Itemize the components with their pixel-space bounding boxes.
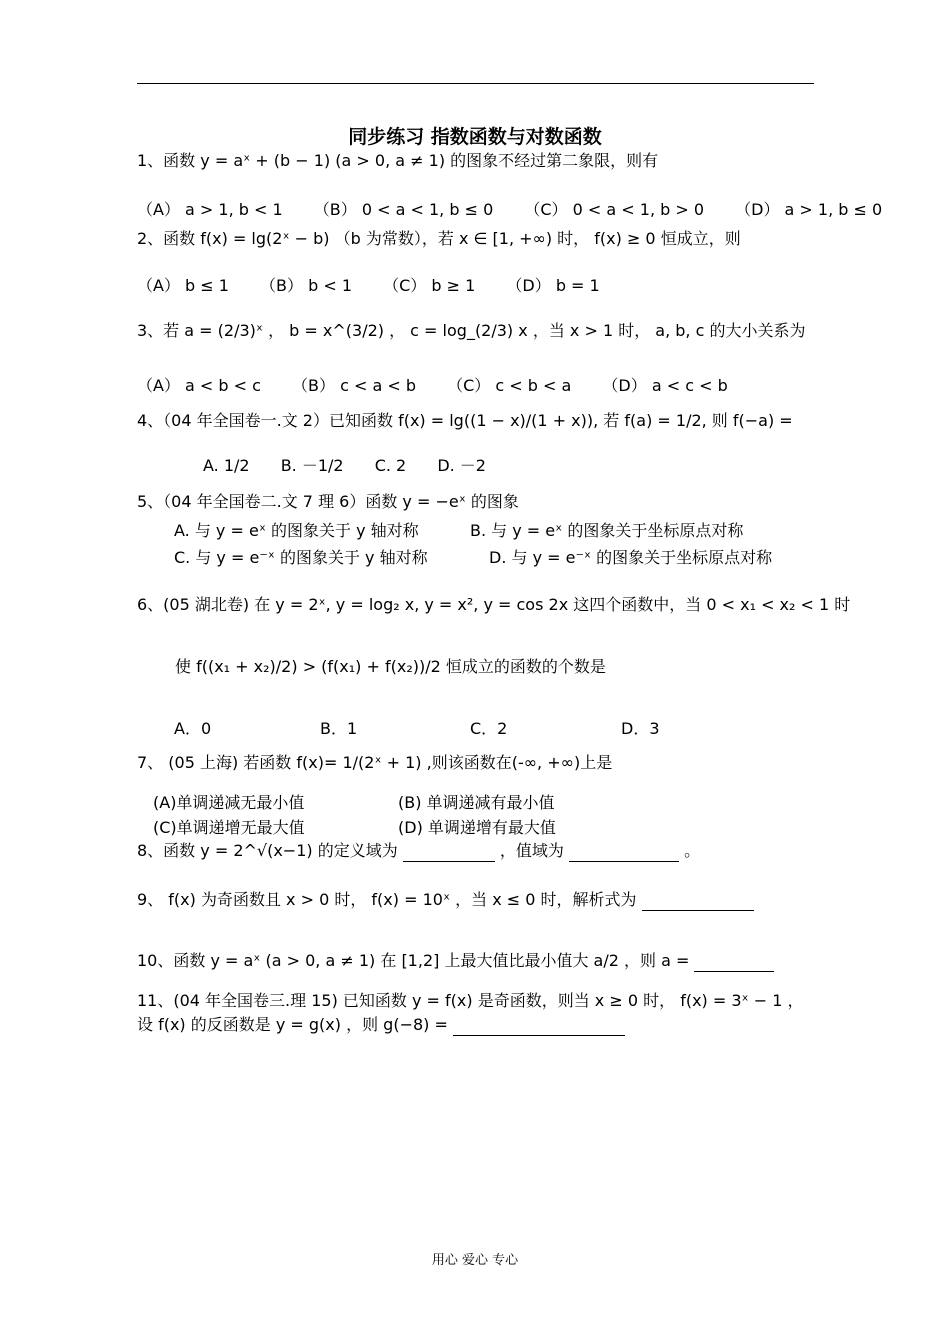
header-rule: [137, 83, 814, 84]
q3-option-b: （B） c < a < b: [292, 376, 417, 395]
q8-line: [137, 840, 700, 862]
q11-stem-2: 设 f(x) 的反函数是 y = g(x) ，则 g(−8) =: [137, 1015, 448, 1034]
q6-option-a: A．0: [174, 719, 212, 738]
q6-option-d: D．3: [621, 719, 660, 738]
q5-option-b: B. 与 y = eˣ 的图象关于坐标原点对称: [470, 521, 744, 540]
q8-stem-a: 8、函数 y = 2^√(x−1) 的定义域为: [137, 841, 398, 860]
q1-options: [137, 199, 908, 221]
q3-option-a: （A） a < b < c: [137, 376, 261, 395]
page-footer: 用心 爱心 专心: [431, 1253, 519, 1268]
q1-option-b: （B） 0 < a < 1, b ≤ 0: [313, 200, 494, 219]
q1-option-c: （C） 0 < a < 1, b > 0: [524, 200, 705, 219]
q5-option-d: D. 与 y = e⁻ˣ 的图象关于坐标原点对称: [489, 548, 773, 567]
q6-option-c: C．2: [470, 719, 508, 738]
q7-option-c: (C)单调递增无最大值: [153, 818, 305, 837]
q8-domain-blank[interactable]: [403, 843, 495, 862]
q4-option-c: C. 2: [374, 456, 407, 475]
q11-answer-blank[interactable]: [453, 1017, 625, 1036]
q11-stem-1: 11、(04 年全国卷三.理 15) 已知函数 y = f(x) 是奇函数，则当 x ≥ 0 时， f(x) = 3ˣ − 1 ，: [137, 991, 804, 1010]
q8-range-blank[interactable]: [569, 843, 679, 862]
q8-stem-c: 。: [684, 841, 701, 860]
q10-answer-blank[interactable]: [694, 953, 774, 972]
q11-line-2: [137, 1014, 625, 1036]
q1-option-d: （D） a > 1, b ≤ 0: [735, 200, 883, 219]
q2-option-b: （B） b < 1: [260, 276, 353, 295]
q10-stem: 10、函数 y = aˣ (a > 0, a ≠ 1) 在 [1,2] 上最大值比最小值大 a/2 ，则 a =: [137, 951, 690, 970]
q1-option-a: （A） a > 1, b < 1: [137, 200, 283, 219]
q4-option-a: A. 1/2: [203, 456, 250, 475]
q5-stem: 5、（04 年全国卷二.文 7 理 6）函数 y = −eˣ 的图象: [137, 492, 519, 511]
q6-stem-2: 使 f((x₁ + x₂)/2) > (f(x₁) + f(x₂))/2 恒成立的函数的个数是: [175, 657, 606, 676]
q5-option-a: A. 与 y = eˣ 的图象关于 y 轴对称: [174, 521, 419, 540]
q7-option-a: (A)单调递减无最小值: [153, 793, 305, 812]
q9-line: [137, 889, 754, 911]
q10-line: [137, 950, 774, 972]
q8-stem-b: ，值域为: [499, 841, 564, 860]
q7-option-b: (B) 单调递减有最小值: [398, 793, 555, 812]
q2-options: [137, 275, 626, 297]
q9-answer-blank[interactable]: [642, 892, 754, 911]
q6-stem: 6、(05 湖北卷) 在 y = 2ˣ, y = log₂ x, y = x², y = cos 2x 这四个函数中，当 0 < x₁ < x₂ < 1 时: [137, 595, 851, 614]
q2-option-a: （A） b ≤ 1: [137, 276, 229, 295]
q3-options: [137, 375, 754, 397]
q3-stem: 3、若 a = (2/3)ˣ ， b = x^(3/2) ， c = log_(2/3) x ，当 x > 1 时， a, b, c 的大小关系为: [137, 321, 806, 340]
q2-stem: 2、函数 f(x) = lg(2ˣ − b) （b 为常数），若 x ∈ [1, +∞) 时， f(x) ≥ 0 恒成立，则: [137, 229, 741, 248]
q4-options: [203, 455, 512, 477]
q5-option-c: C. 与 y = e⁻ˣ 的图象关于 y 轴对称: [174, 548, 428, 567]
page-title: 同步练习 指数函数与对数函数: [348, 126, 602, 148]
q9-stem: 9、 f(x) 为奇函数且 x > 0 时， f(x) = 10ˣ ，当 x ≤ 0 时，解析式为: [137, 890, 637, 909]
q2-option-d: （D） b = 1: [506, 276, 600, 295]
q4-stem: 4、（04 年全国卷一.文 2）已知函数 f(x) = lg((1 − x)/(1 + x)), 若 f(a) = 1/2, 则 f(−a) =: [137, 411, 793, 430]
q7-stem: 7、 (05 上海) 若函数 f(x)= 1/(2ˣ + 1) ,则该函数在(-∞, +∞)上是: [137, 753, 613, 772]
q4-option-d: D. －2: [437, 456, 486, 475]
q2-option-c: （C） b ≥ 1: [383, 276, 476, 295]
q1-stem: 1、函数 y = aˣ + (b − 1) (a > 0, a ≠ 1) 的图象不经过第二象限，则有: [137, 151, 659, 170]
q6-option-b: B．1: [320, 719, 358, 738]
q3-option-c: （C） c < b < a: [447, 376, 572, 395]
q3-option-d: （D） a < c < b: [602, 376, 728, 395]
q7-option-d: (D) 单调递增有最大值: [398, 818, 556, 837]
q4-option-b: B. －1/2: [280, 456, 344, 475]
